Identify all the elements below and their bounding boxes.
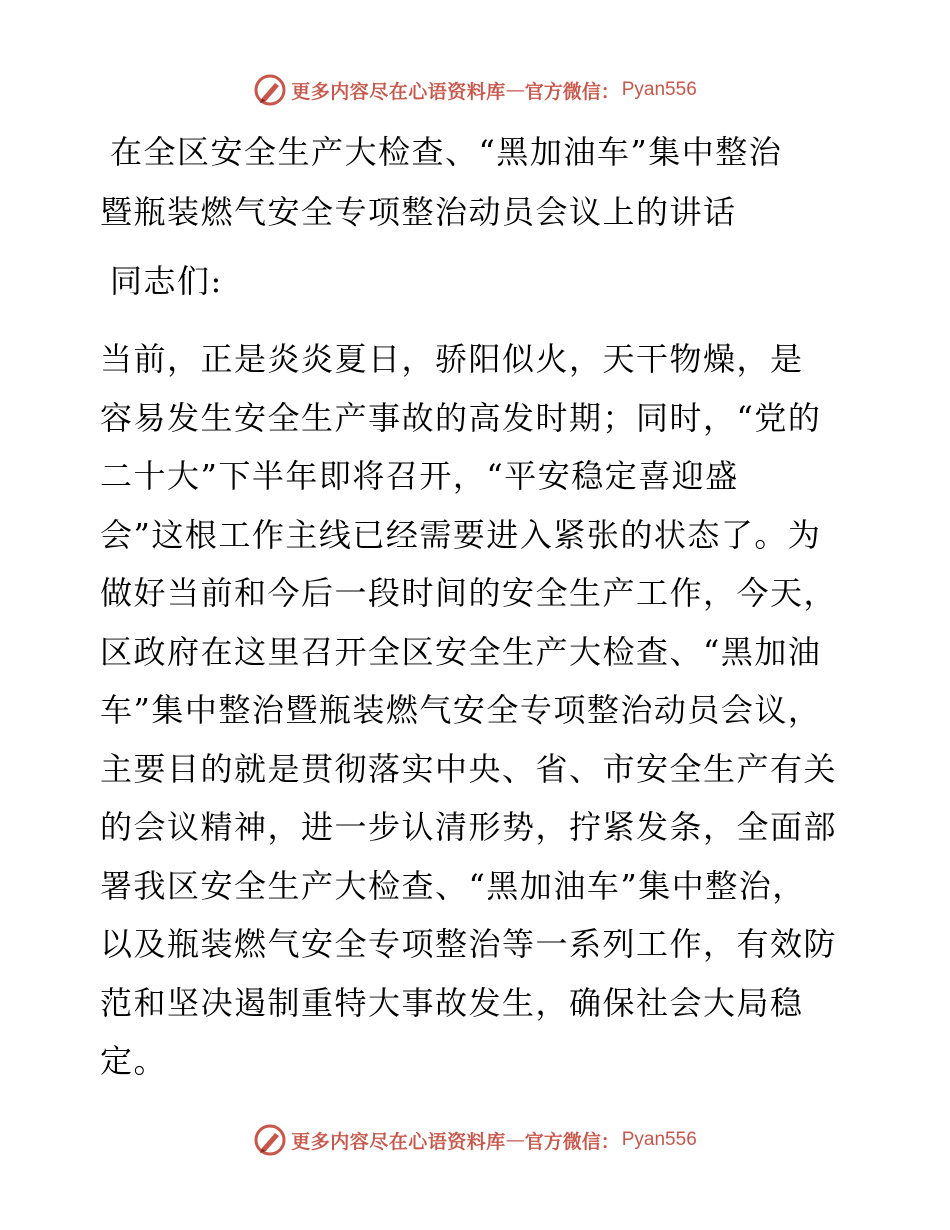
body-line: 区政府在这里召开全区安全生产大检查、“黑加油 <box>100 632 822 671</box>
salutation: 同志们: <box>110 262 223 300</box>
body-line: 范和坚决遏制重特大事故发生，确保社会大局稳 <box>100 983 804 1022</box>
body-line: 容易发生安全生产事故的高发时期；同时，“党的 <box>100 398 822 437</box>
red-pen-logo-icon <box>253 73 287 107</box>
footer-banner <box>0 1120 950 1160</box>
footer-dash: — <box>505 1129 525 1151</box>
body-line: 署我区安全生产大检查、“黑加油车”集中整治， <box>100 866 806 905</box>
header-banner <box>0 70 950 110</box>
body-line: 会”这根工作主线已经需要进入紧张的状态了。为 <box>100 515 822 554</box>
red-pen-logo-icon <box>253 1123 287 1157</box>
body-line: 车”集中整治暨瓶装燃气安全专项整治动员会议， <box>100 691 822 729</box>
body-paragraph <box>100 330 852 1091</box>
body-line: 二十大”下半年即将召开，“平安稳定喜迎盛 <box>100 457 739 495</box>
body-line: 当前，正是炎炎夏日，骄阳似火，天干物燥，是 <box>100 340 804 378</box>
banner-wechat-label: 官方微信： <box>524 80 620 103</box>
body-line: 以及瓶装燃气安全专项整治等一系列工作，有效防 <box>100 925 838 963</box>
footer-wechat-label: 官方微信： <box>524 1130 620 1153</box>
body-line: 的会议精神，进一步认清形势，拧紧发条，全面部 <box>100 808 838 846</box>
footer-wechat-id: Pyan556 <box>621 1129 697 1150</box>
body-line: 做好当前和今后一段时间的安全生产工作，今天， <box>100 574 838 612</box>
banner-site-text: 更多内容尽在心语资料库 <box>291 80 506 103</box>
title-line-2: 暨瓶装燃气安全专项整治动员会议上的讲话 <box>100 193 737 231</box>
footer-site-text: 更多内容尽在心语资料库 <box>291 1130 506 1153</box>
body-line: 定。 <box>100 1042 168 1080</box>
title-line-1: 在全区安全生产大检查、“黑加油车”集中整治 <box>110 133 783 171</box>
document-title <box>100 122 860 242</box>
banner-wechat-id: Pyan556 <box>621 79 697 100</box>
banner-dash: — <box>505 79 525 101</box>
body-line: 主要目的就是贯彻落实中央、省、市安全生产有关 <box>100 749 838 788</box>
